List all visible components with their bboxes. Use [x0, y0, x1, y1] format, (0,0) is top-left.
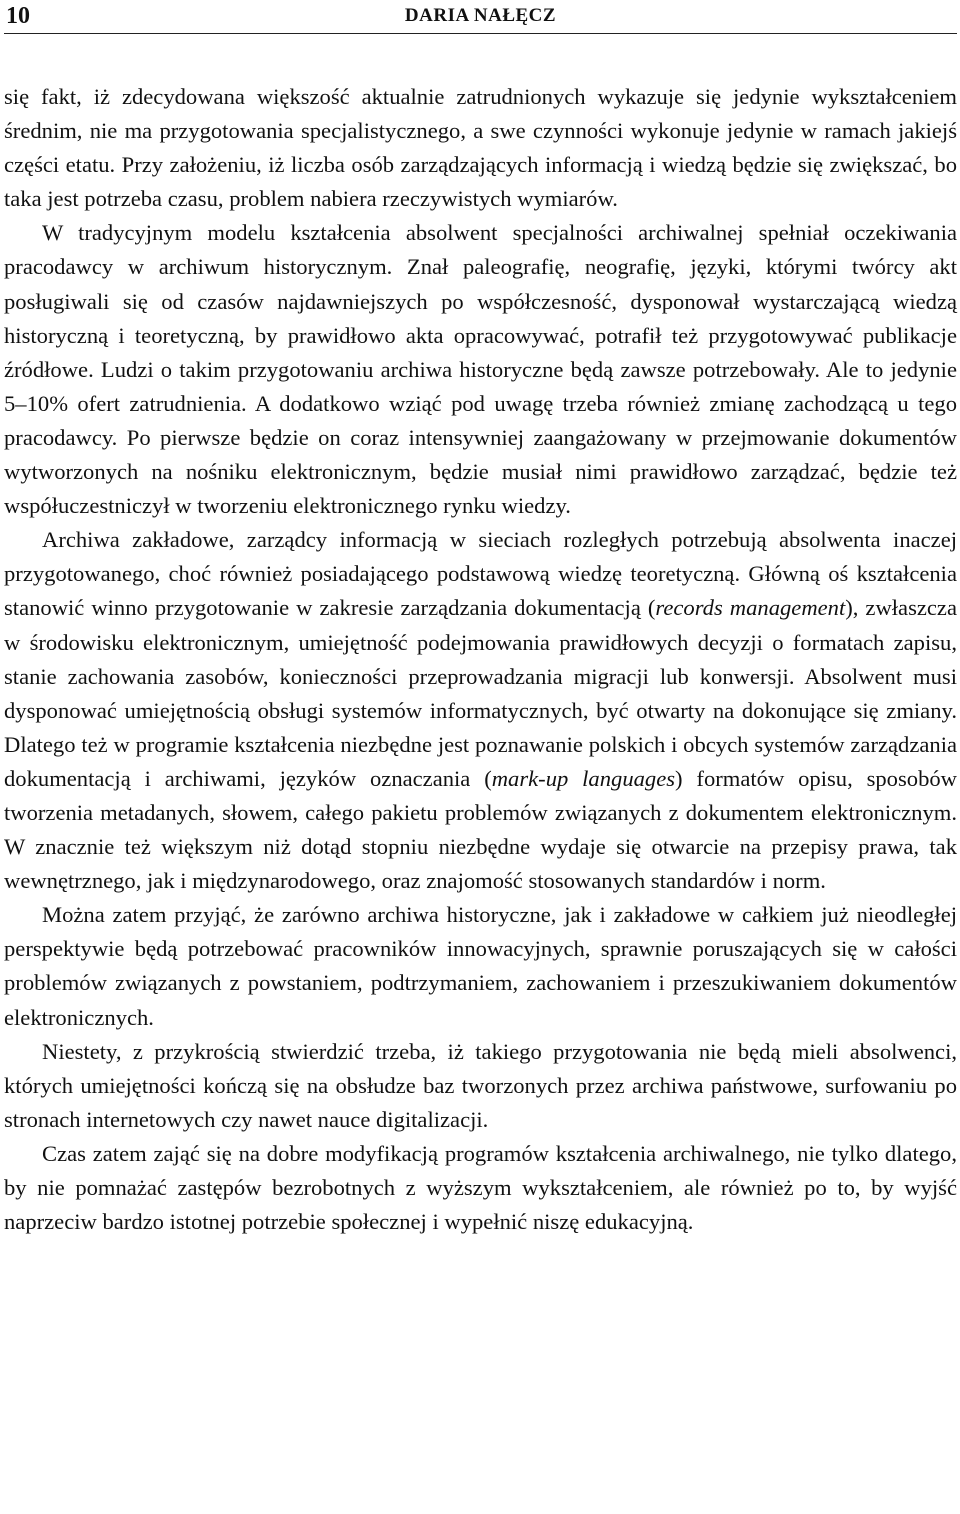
- italic-term: mark-up languages: [491, 765, 676, 791]
- paragraph-1: [4, 80, 957, 216]
- paragraph-2: [4, 216, 957, 523]
- text-segment: Niestety, z przykrością stwierdzić trzeba, iż takiego przygotowania nie będą mieli absolwenci, których umiejętności kończą się na obsłudze baz tworzonych przez archiwa państwowe, surfowaniu po stronach internetowych czy nawet nauce digitalizacji.: [4, 1038, 957, 1132]
- text-segment: ), zwłaszcza w środowisku elektronicznym, umiejętność podejmowania prawidłowych decyzji o formatach zapisu, stanie zachowania zasobów, konieczności przeprowadzania migracji lub konwersji. Absolwent musi dysponować umiejętnością obsługi systemów informatycznych, być otwarty na dokonujące się zmiany. Dlatego też w programie kształcenia niezbędne jest poznawanie polskich i obcych systemów zarządzania dokumentacją i archiwami, języków oznaczania (: [4, 595, 957, 791]
- text-segment: Można zatem przyjąć, że zarówno archiwa historyczne, jak i zakładowe w całkiem już nieodległej perspektywie będą potrzebować pracowników innowacyjnych, sprawnie poruszających się w całości problemów związanych z powstaniem, podtrzymaniem, zachowaniem i przeszukiwaniem dokumentów elektronicznych.: [4, 902, 957, 1030]
- paragraph-4: [4, 898, 957, 1034]
- text-segment: ) formatów opisu, sposobów tworzenia metadanych, słowem, całego pakietu problemów związanych z dokumentem elektronicznym. W znacznie też większym niż dotąd stopniu niezbędne wydaje się otwarcie na przepisy prawa, tak wewnętrznego, jak i międzynarodowego, oraz znajomość stosowanych standardów i norm.: [4, 765, 957, 894]
- paragraph-6: [4, 1137, 957, 1239]
- italic-term: records management: [655, 595, 846, 621]
- running-header: [4, 0, 957, 34]
- paragraph-5: [4, 1035, 957, 1137]
- body-text: [4, 80, 957, 1239]
- page-number: 10: [6, 3, 30, 29]
- header-author: DARIA NAŁĘCZ: [404, 5, 557, 26]
- text-segment: Archiwa zakładowe, zarządcy informacją w sieciach rozległych potrzebują absolwenta inaczej przygotowanego, choć również posiadającego podstawową wiedzę teoretyczną. Główną oś kształcenia stanowić winno przygotowanie w zakresie zarządzania dokumentacją (: [4, 527, 957, 621]
- text-segment: się fakt, iż zdecydowana większość aktualnie zatrudnionych wykazuje się jedynie wykształceniem średnim, nie ma przygotowania specjalistycznego, a swe czynności wykonuje jedynie w ramach jakiejś części etatu. Przy założeniu, iż liczba osób zarządzających informacją i wiedzą będzie się zwiększać, bo taka jest potrzeba czasu, problem nabiera rzeczywistych wymiarów.: [4, 84, 957, 212]
- text-segment: W tradycyjnym modelu kształcenia absolwent specjalności archiwalnej spełniał oczekiwania pracodawcy w archiwum historycznym. Znał paleografię, neografię, języki, którymi twórcy akt posługiwali się od czasów najdawniejszych po współczesność, dysponował wystarczającą wiedzą historyczną i teoretyczną, by prawidłowo akta opracowywać, potrafił też przygotowywać publikacje źródłowe. Ludzi o takim przygotowaniu archiwa historyczne będą zawsze potrzebowały. Ale to jedynie 5–10% ofert zatrudnienia. A dodatkowo wziąć pod uwagę trzeba również zmianę zachodzącą u tego pracodawcy. Po pierwsze będzie on coraz intensywniej zaangażowany w przejmowanie dokumentów wytworzonych na nośniku elektronicznym, będzie musiał nimi prawidłowo zarządzać, będzie też współuczestniczył w tworzeniu elektronicznego rynku wiedzy.: [4, 220, 957, 519]
- paragraph-3: [4, 523, 957, 898]
- text-segment: Czas zatem zająć się na dobre modyfikacją programów kształcenia archiwalnego, nie tylko dlatego, by nie pomnażać zastępów bezrobotnych z wyższym wykształceniem, ale również po to, by wyjść naprzeciw bardzo istotnej potrzebie społecznej i wypełnić niszę edukacyjną.: [4, 1140, 957, 1235]
